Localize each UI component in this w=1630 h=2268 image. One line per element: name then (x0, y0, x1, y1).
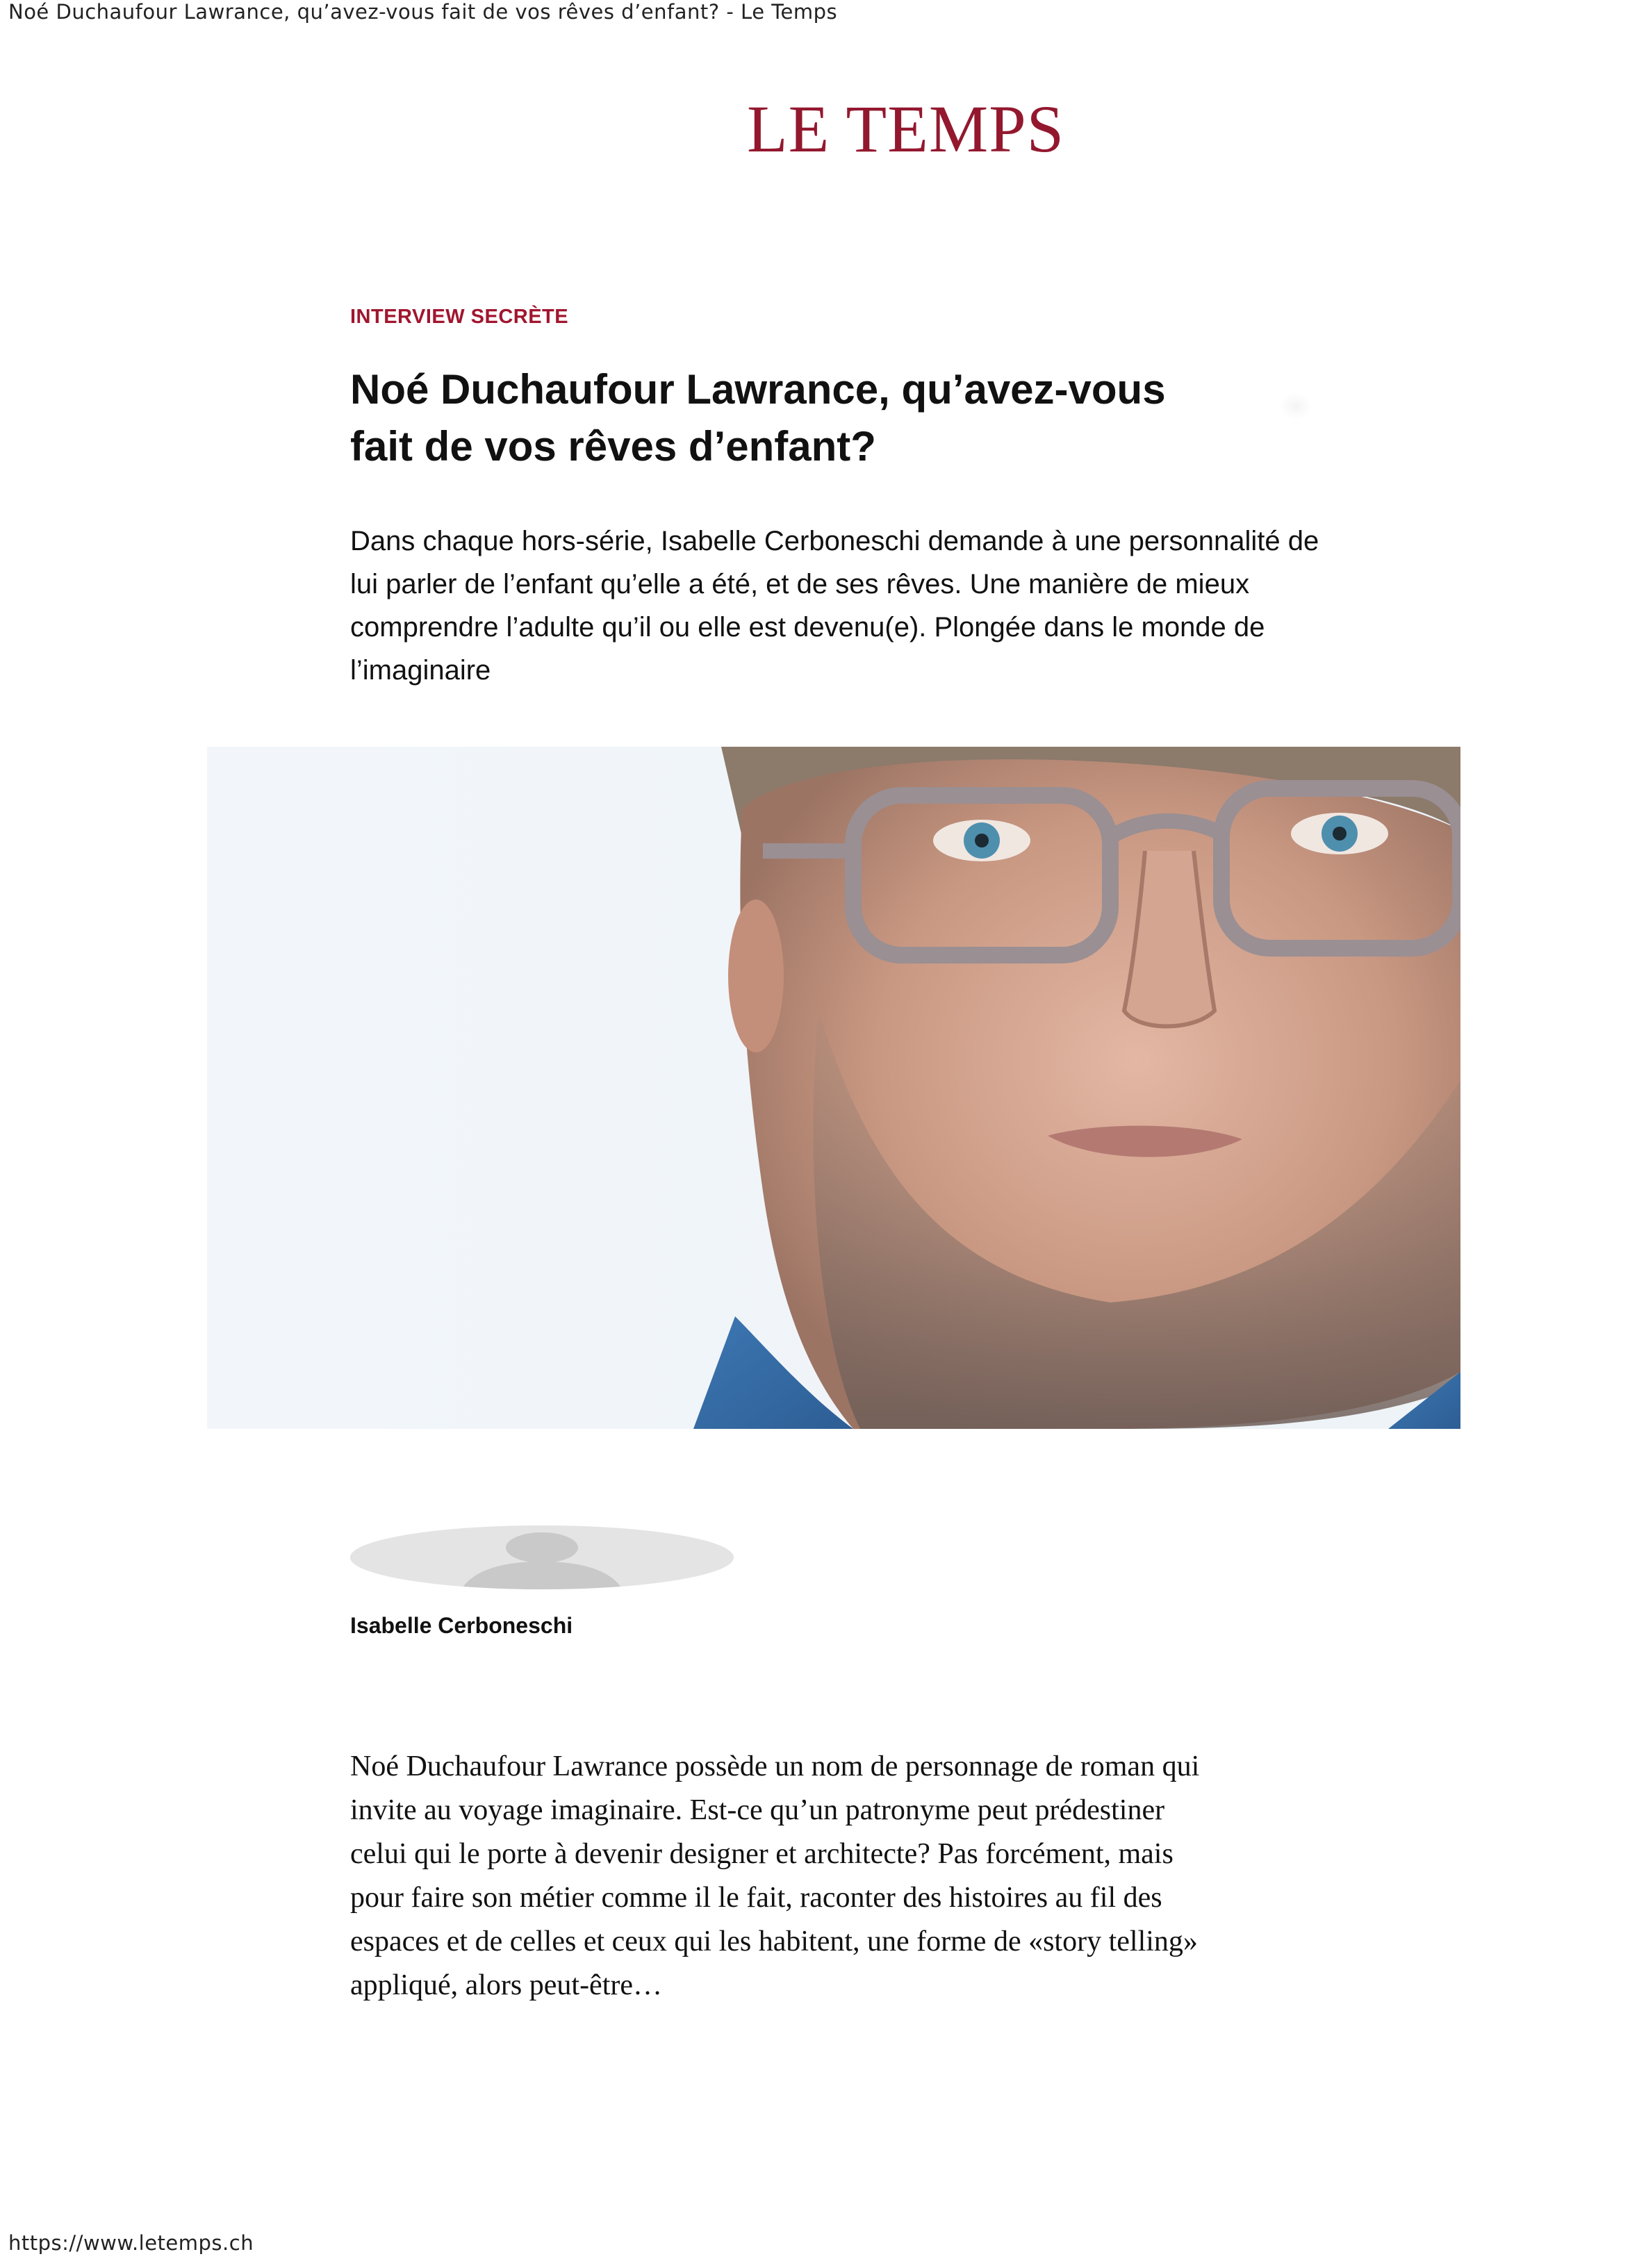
person-silhouette-icon (350, 1525, 734, 1589)
article-body-paragraph: Noé Duchaufour Lawrance possède un nom de personnage de roman qui invite au voyage imaginaire. Est-ce qu’un patronyme peut prédestiner celui qui le porte à devenir designer et architecte? Pas forcément, mais pour faire son métier comme il le fait, raconter des histoires au fil des espaces et de celles et ceux qui les habitent, une forme de «story telling» appliqué, alors peut-être… (350, 1750, 1200, 2001)
page-url: https://www.letemps.ch (8, 2231, 254, 2255)
decorative-dot (1280, 392, 1312, 420)
site-logo[interactable]: LE TEMPS (747, 92, 1064, 166)
author-name[interactable]: Isabelle Cerboneschi (350, 1613, 573, 1638)
browser-page-title: Noé Duchaufour Lawrance, qu’avez-vous fait de vos rêves d’enfant? - Le Temps (8, 0, 838, 24)
article-headline: Noé Duchaufour Lawrance, qu’avez-vous fait de vos rêves d’enfant? (350, 366, 1166, 470)
author-avatar[interactable] (350, 1525, 734, 1589)
article-category[interactable]: INTERVIEW SECRÈTE (350, 306, 569, 328)
hero-portrait-photo (207, 747, 1460, 1429)
portrait-photo-illustration (207, 747, 1460, 1429)
article-lede: Dans chaque hors-série, Isabelle Cerboneschi demande à une personnalité de lui parler de l’enfant qu’elle a été, et de ses rêves. Une manière de mieux comprendre l’adulte qu’il ou elle est devenu(e). Plongée dans le monde de l’imaginaire (350, 526, 1319, 686)
